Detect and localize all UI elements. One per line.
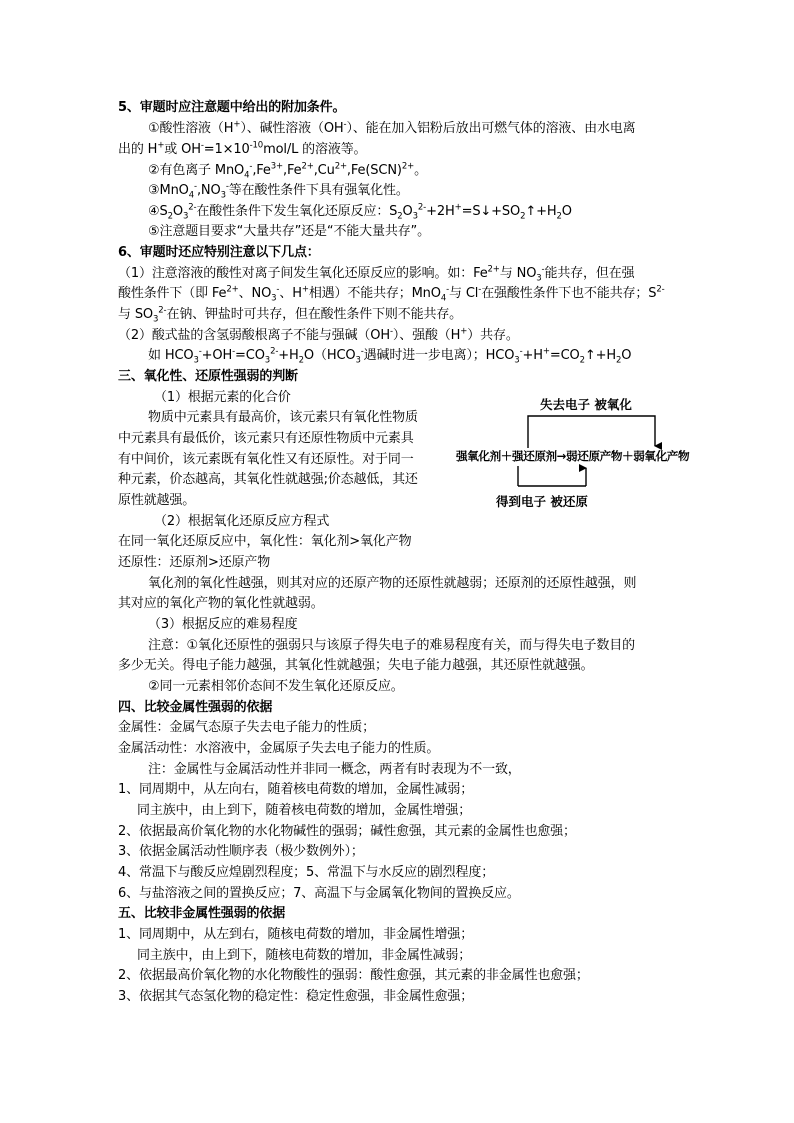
text-run: O（HCO — [303, 348, 356, 363]
text-line — [148, 222, 430, 243]
text-line — [148, 760, 521, 781]
superscript: 2- — [270, 346, 279, 357]
subscript: 2 — [556, 211, 562, 222]
text-run: 6、审题时还应特别注意以下几点： — [118, 245, 320, 260]
text-run: 物质中元素具有最高价，该元素只有氧化性物质 — [148, 410, 418, 425]
text-run: =S↓+SO — [461, 204, 521, 219]
text-line — [118, 842, 364, 863]
text-run: O — [621, 348, 632, 363]
subscript: 2 — [579, 355, 585, 366]
text-run: 在钠、钾盐时可共存，但在酸性条件下则不能共存。 — [166, 307, 463, 322]
text-run: 同主族中，由上到下，随着核电荷数的增加，金属性增强； — [137, 803, 472, 818]
text-run: 6、与盐溶液之间的置换反应；7、高温下与金属氧化物间的置换反应。 — [118, 886, 520, 901]
text-run: 酸性条件下（即 Fe — [118, 286, 227, 301]
text-run: ）、强酸（H — [392, 328, 461, 343]
lose-electron-arrow — [528, 416, 655, 448]
text-run: 。 — [414, 163, 427, 178]
superscript: - — [360, 346, 364, 357]
text-run: 与 NO — [499, 266, 537, 281]
superscript: 2- — [188, 202, 197, 213]
text-run: 4、常温下与酸反应煌剧烈程度；5、常温下与水反应的剧烈程度； — [118, 865, 495, 880]
text-run: 如 HCO — [148, 348, 194, 363]
subscript: 3 — [514, 355, 520, 366]
section-heading — [118, 904, 285, 925]
text-line — [118, 884, 520, 905]
text-run: +H — [522, 348, 543, 363]
superscript: 2+ — [334, 161, 347, 172]
text-run: 注意：①氧化还原性的强弱只与该原子得失电子的难易程度有关，而与得失电子数目的 — [148, 638, 635, 653]
text-run: ）、能在加入铝粉后放出可燃气体的溶液、由水电离 — [346, 121, 636, 136]
text-run: 能共存，但在强 — [544, 266, 635, 281]
superscript: - — [446, 284, 450, 295]
text-run: O — [172, 204, 183, 219]
text-run: 还原性：还原剂>还原产物 — [118, 555, 271, 570]
text-run: 注：金属性与金属活动性并非同一概念，两者有时表现为不一致， — [148, 762, 521, 777]
text-run: ②有色离子 MnO — [148, 163, 245, 178]
subscript: 3 — [536, 273, 542, 284]
superscript: -10 — [249, 140, 264, 151]
subscript: 4 — [440, 293, 447, 304]
text-run: 有中间价，该元素既有氧化性又有还原性。对于同一 — [118, 452, 414, 467]
text-line — [148, 574, 636, 595]
text-run: +H — [278, 348, 299, 363]
superscript: - — [276, 284, 280, 295]
superscript: - — [478, 284, 482, 295]
text-run: 在酸性条件下发生氧化还原反应：S — [196, 204, 398, 219]
text-line — [148, 181, 409, 202]
superscript: + — [301, 284, 309, 295]
text-run: 原性就越强。 — [118, 493, 196, 508]
text-line — [118, 140, 366, 161]
text-run: ④S — [148, 204, 168, 219]
text-run: （3）根据反应的难易程度 — [148, 617, 298, 632]
text-run: 出的 H — [118, 142, 158, 157]
text-line — [118, 450, 450, 471]
subscript: 2 — [616, 355, 622, 366]
text-line — [148, 161, 427, 182]
superscript: 2- — [417, 202, 427, 213]
text-line — [118, 264, 634, 285]
text-run: ②同一元素相邻价态间不发生氧化还原反应。 — [148, 679, 404, 694]
text-line — [137, 801, 471, 822]
diagram-equation: 强氧化剂＋强还原剂→弱还原产物＋弱氧化产物 — [456, 449, 690, 463]
text-line — [118, 532, 411, 553]
superscript: 2+ — [301, 161, 314, 172]
text-run: 1、同周期中，从左到右，随核电荷数的增加，非金属性增强； — [118, 927, 474, 942]
text-run: 金属性：金属气态原子失去电子能力的性质； — [118, 720, 376, 735]
redox-electron-transfer-diagram — [452, 392, 688, 520]
subscript: 3 — [264, 355, 271, 366]
text-run: （2）酸式盐的含氢弱酸根离子不能与强碱（OH — [118, 328, 390, 343]
text-run: ③MnO — [148, 183, 189, 198]
text-line — [118, 656, 593, 677]
text-run: （1）注意溶液的酸性对离子间发生氧化还原反应的影响。如：Fe — [118, 266, 488, 281]
text-run: ,Fe — [252, 163, 271, 178]
text-run: 中元素具有最低价，该元素只有还原性物质中元素具 — [118, 431, 414, 446]
text-run: ⑤注意题目要求“大量共存”还是“不能大量共存”。 — [148, 224, 430, 239]
text-run: 多少无关。得电子能力越强，其氧化性就越强；失电子能力越强，其还原性就越强。 — [118, 658, 594, 673]
text-run: 同主族中，由上到下，随核电荷数的增加，非金属性减弱； — [137, 948, 472, 963]
superscript: - — [541, 264, 545, 275]
text-line — [118, 822, 576, 843]
diagram-bottom-label: 得到电子 被还原 — [496, 494, 588, 509]
text-run: 3、依据金属活动性顺序表（极少数例外）； — [118, 844, 364, 859]
text-run: ①酸性溶液（H — [148, 121, 234, 136]
superscript: - — [194, 181, 197, 192]
subscript: 2 — [397, 211, 403, 222]
subscript: 3 — [355, 355, 361, 366]
text-run: 2、依据最高价氧化物的水化物酸性的强弱：酸性愈强，其元素的非金属性也愈强； — [118, 968, 589, 983]
text-run: ）、碱性溶液（OH — [240, 121, 344, 136]
subscript: 3 — [271, 293, 277, 304]
superscript: - — [198, 346, 202, 357]
subscript: 2 — [298, 355, 304, 366]
text-run: 氧化剂的氧化性越强，则其对应的还原产物的还原性就越弱；还原剂的还原性越强，则 — [148, 576, 637, 591]
text-line — [148, 346, 631, 367]
text-line — [118, 987, 473, 1008]
superscript: 3+ — [270, 161, 283, 172]
text-line — [118, 470, 450, 491]
text-run: ↑+H — [584, 348, 616, 363]
text-run: 四、比较金属性强弱的依据 — [118, 700, 273, 715]
text-run: 1、同周期中，从左向右，随着核电荷数的增加，金属性减弱； — [118, 782, 474, 797]
superscript: 2+ — [401, 161, 415, 172]
section-heading — [118, 698, 272, 719]
superscript: - — [389, 326, 393, 337]
text-line — [118, 739, 439, 760]
text-line — [118, 553, 270, 574]
text-line — [118, 718, 375, 739]
text-line — [118, 284, 665, 305]
text-run: 3、依据其气态氢化物的稳定性：稳定性愈强，非金属性愈强； — [118, 989, 474, 1004]
text-run: +OH — [201, 348, 233, 363]
text-run: 金属活动性：水溶液中，金属原子失去电子能力的性质。 — [118, 741, 440, 756]
text-line — [118, 305, 462, 326]
text-run: 2、依据最高价氧化物的水化物碱性的强弱；碱性愈强，其元素的金属性也愈强； — [118, 824, 576, 839]
superscript: + — [542, 346, 550, 357]
superscript: 2+ — [226, 284, 239, 295]
superscript: + — [454, 202, 462, 213]
superscript: - — [249, 161, 253, 172]
text-run: （2）根据氧化还原反应方程式 — [154, 514, 330, 529]
text-run: 与 SO — [118, 307, 154, 322]
text-run: 5、审题时应注意题中给出的附加条件。 — [118, 100, 346, 115]
text-run: 种元素，价态越高，其氧化性就越强;价态越低，其还 — [118, 472, 418, 487]
text-run: =CO — [549, 348, 580, 363]
text-run: ,Cu — [313, 163, 335, 178]
subscript: 3 — [412, 211, 418, 222]
superscript: - — [225, 181, 229, 192]
subscript: 2 — [520, 211, 526, 222]
text-line — [118, 326, 519, 347]
superscript: - — [200, 140, 204, 151]
diagram-top-label: 失去电子 被氧化 — [540, 397, 632, 412]
text-run: ↑+H — [525, 204, 557, 219]
text-line — [154, 512, 329, 533]
text-run: 三、氧化性、还原性强弱的判断 — [118, 369, 298, 384]
text-run: +2H — [426, 204, 455, 219]
text-run: 、H — [279, 286, 302, 301]
text-run: ,Fe(SCN) — [346, 163, 402, 178]
text-line — [118, 966, 589, 987]
text-line — [148, 615, 297, 636]
text-run: ）共存。 — [467, 328, 519, 343]
text-line — [148, 119, 636, 140]
superscript: + — [233, 119, 241, 130]
text-run: 其对应的氧化产物的氧化性就越弱。 — [118, 596, 324, 611]
subscript: 3 — [193, 355, 199, 366]
text-line — [137, 946, 471, 967]
section-heading — [118, 367, 298, 388]
text-run: 相遇）不能共存；MnO — [308, 286, 441, 301]
subscript: 4 — [244, 170, 250, 181]
text-run: =CO — [235, 348, 265, 363]
text-run: （1）根据元素的化合价 — [154, 390, 291, 405]
text-line — [118, 491, 450, 512]
subscript: 3 — [220, 190, 226, 201]
text-line — [118, 594, 324, 615]
text-run: mol/L 的溶液等。 — [263, 142, 367, 157]
text-line — [148, 408, 480, 429]
superscript: - — [232, 346, 236, 357]
text-run: 或 OH — [164, 142, 201, 157]
text-run: ,NO — [196, 183, 221, 198]
subscript: 4 — [188, 190, 195, 201]
superscript: 2- — [158, 305, 167, 316]
text-line — [118, 925, 473, 946]
section-heading — [118, 243, 320, 264]
text-line — [148, 636, 635, 657]
text-line — [148, 202, 572, 223]
text-run: 与 Cl — [449, 286, 479, 301]
text-line — [118, 429, 450, 450]
subscript: 3 — [153, 314, 159, 325]
text-run: 等在酸性条件下具有强氧化性。 — [228, 183, 409, 198]
subscript: 2 — [167, 211, 173, 222]
superscript: 2- — [656, 284, 665, 295]
superscript: 2+ — [487, 264, 500, 275]
superscript: - — [519, 346, 523, 357]
text-run: 遇碱时进一步电离）；HCO — [363, 348, 515, 363]
section-heading — [118, 98, 345, 119]
superscript: + — [460, 326, 468, 337]
text-line — [118, 780, 473, 801]
text-line — [148, 677, 404, 698]
text-run: O — [402, 204, 413, 219]
text-run: 、NO — [238, 286, 272, 301]
subscript: 3 — [182, 211, 189, 222]
text-run: =1×10 — [203, 142, 250, 157]
superscript: - — [343, 119, 347, 130]
text-run: 在强酸性条件下也不能共存；S — [481, 286, 657, 301]
text-line — [154, 388, 291, 409]
text-line — [118, 863, 494, 884]
text-run: 五、比较非金属性强弱的依据 — [118, 906, 286, 921]
text-run: ,Fe — [283, 163, 302, 178]
text-run: O — [561, 204, 572, 219]
superscript: + — [157, 140, 165, 151]
text-run: 在同一氧化还原反应中，氧化性：氧化剂>氧化产物 — [118, 534, 412, 549]
